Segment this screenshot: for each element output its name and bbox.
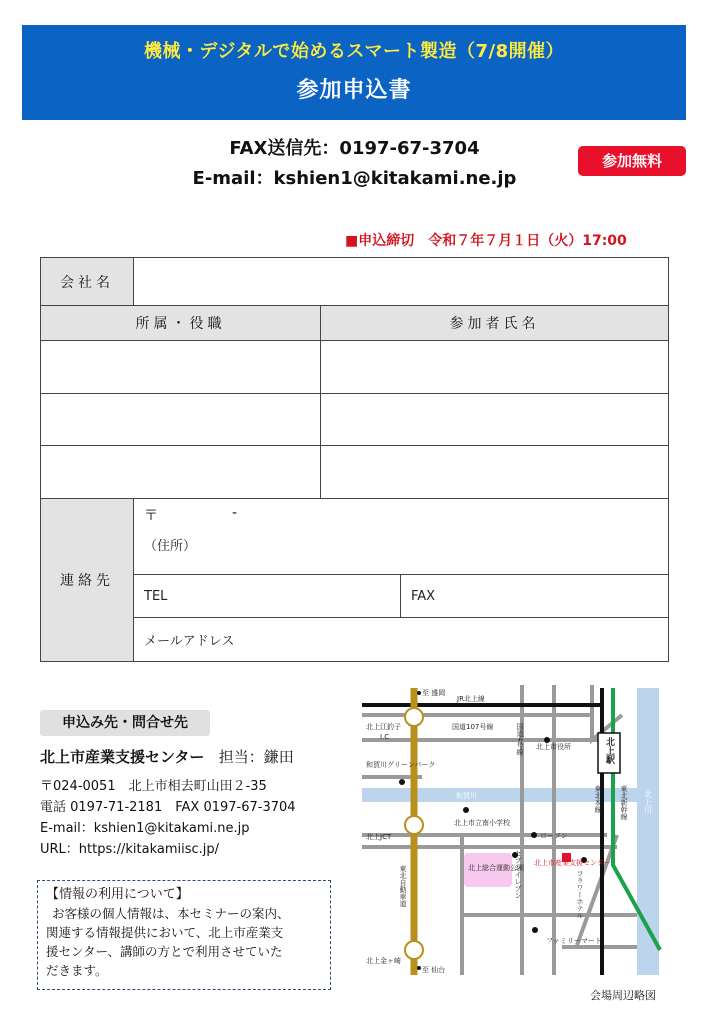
notice-line: 関連する情報提供において、北上市産業支 <box>46 925 284 940</box>
dept-field[interactable] <box>41 446 321 499</box>
address-label: （住所） <box>144 539 197 554</box>
contact-url: URL：https://kitakamiisc.jp/ <box>40 842 220 857</box>
map-label-lawson: ローソン <box>540 832 568 840</box>
participant-name-field[interactable] <box>321 341 669 394</box>
title-banner <box>22 25 686 120</box>
free-badge: 参加無料 <box>578 146 686 176</box>
address-field[interactable] <box>134 499 669 575</box>
map-label-station: 北上駅 <box>604 737 614 764</box>
ic-marker <box>405 708 423 726</box>
road <box>592 685 622 740</box>
map-label-park: 北上総合運動公園 <box>468 864 524 872</box>
map-label-shinkansen: 東北新幹線 <box>620 785 628 820</box>
map-label-route4: 国道4号線 <box>516 723 524 756</box>
map-label-morioka: 至 盛岡 <box>422 689 446 697</box>
map-label-school: 北上市立南小学校 <box>454 819 510 827</box>
postal-mark: 〒 <box>144 508 158 524</box>
notice-line: お客様の個人情報は、本セミナーの案内、 <box>52 906 290 921</box>
dept-field[interactable] <box>41 394 321 446</box>
contact-label: 連絡先 <box>41 499 134 662</box>
deadline: ■申込締切 令和７年７月１日（火）17:00 <box>345 233 627 249</box>
map-label-familymart: ファミリーマート <box>546 937 602 945</box>
map-label-sendai: 至 仙台 <box>422 966 446 974</box>
map-label-kitakamigawa: 北上川 <box>643 790 653 814</box>
map-label-seven: セブンイレブン <box>514 850 522 899</box>
map-label-kanegasaki: 北上金ヶ崎 <box>366 957 401 965</box>
participant-name-field[interactable] <box>321 394 669 446</box>
contact-person: 担当：鎌田 <box>218 748 294 766</box>
form-title: 参加申込書 <box>296 78 412 103</box>
company-label: 会社名 <box>41 258 134 306</box>
contact-heading: 申込み先・問合せ先 <box>40 710 210 736</box>
map-label-edakiri: 北上江釣子 <box>366 723 401 731</box>
map-label-ic: I.C <box>380 733 390 741</box>
tel-field[interactable] <box>134 575 401 618</box>
map-label-jct: 北上JCT <box>366 833 392 841</box>
map-label-wagagawa: 和賀川 <box>456 792 477 800</box>
email-label: メールアドレス <box>144 634 235 649</box>
name-header: 参加者氏名 <box>321 306 669 341</box>
application-form-table <box>40 257 669 662</box>
company-field[interactable] <box>134 258 669 306</box>
fax-label: FAX <box>411 589 436 604</box>
notice-line: だきます。 <box>46 963 108 978</box>
map-label-jr: JR北上線 <box>457 695 485 703</box>
jct-marker <box>405 816 423 834</box>
dept-header: 所属・役職 <box>41 306 321 341</box>
venue-map <box>362 685 672 975</box>
email-destination: E-mail：kshien1@kitakami.ne.jp <box>192 168 517 189</box>
map-label-expressway: 東北自動車道 <box>399 865 407 907</box>
participant-name-field[interactable] <box>321 446 669 499</box>
fax-field[interactable] <box>401 575 669 618</box>
fax-destination: FAX送信先：0197-67-3704 <box>229 138 480 159</box>
notice-title: 【情報の利用について】 <box>46 887 189 902</box>
map-label-route107: 国道107号線 <box>452 723 494 731</box>
map-label-tohoku-main: 東北本線 <box>594 785 602 813</box>
postal-dash: - <box>232 505 238 521</box>
map-label-cityhall: 北上市役所 <box>536 743 571 751</box>
map-label-flower: フラワーホテル <box>576 870 584 919</box>
map-label-center: 北上市産業支援センター <box>534 859 611 867</box>
map-caption: 会場周辺略図 <box>590 989 656 1002</box>
contact-phone: 電話 0197-71-2181 FAX 0197-67-3704 <box>40 800 296 815</box>
org-name: 北上市産業支援センター <box>40 748 205 766</box>
notice-line: 援センター、講師の方とで利用させていた <box>46 944 283 959</box>
event-title: 機械・デジタルで始めるスマート製造（7/8開催） <box>143 41 565 62</box>
dept-field[interactable] <box>41 341 321 394</box>
ic-marker <box>405 941 423 959</box>
tel-label: TEL <box>144 589 168 604</box>
email-field[interactable] <box>134 618 669 662</box>
contact-organization <box>40 746 294 767</box>
map-label-green-park: 和賀川グリーンパーク <box>366 761 436 769</box>
privacy-notice <box>37 880 331 990</box>
contact-address: 〒024-0051 北上市相去町山田２-35 <box>40 779 267 794</box>
contact-email: E-mail：kshien1@kitakami.ne.jp <box>40 821 250 836</box>
